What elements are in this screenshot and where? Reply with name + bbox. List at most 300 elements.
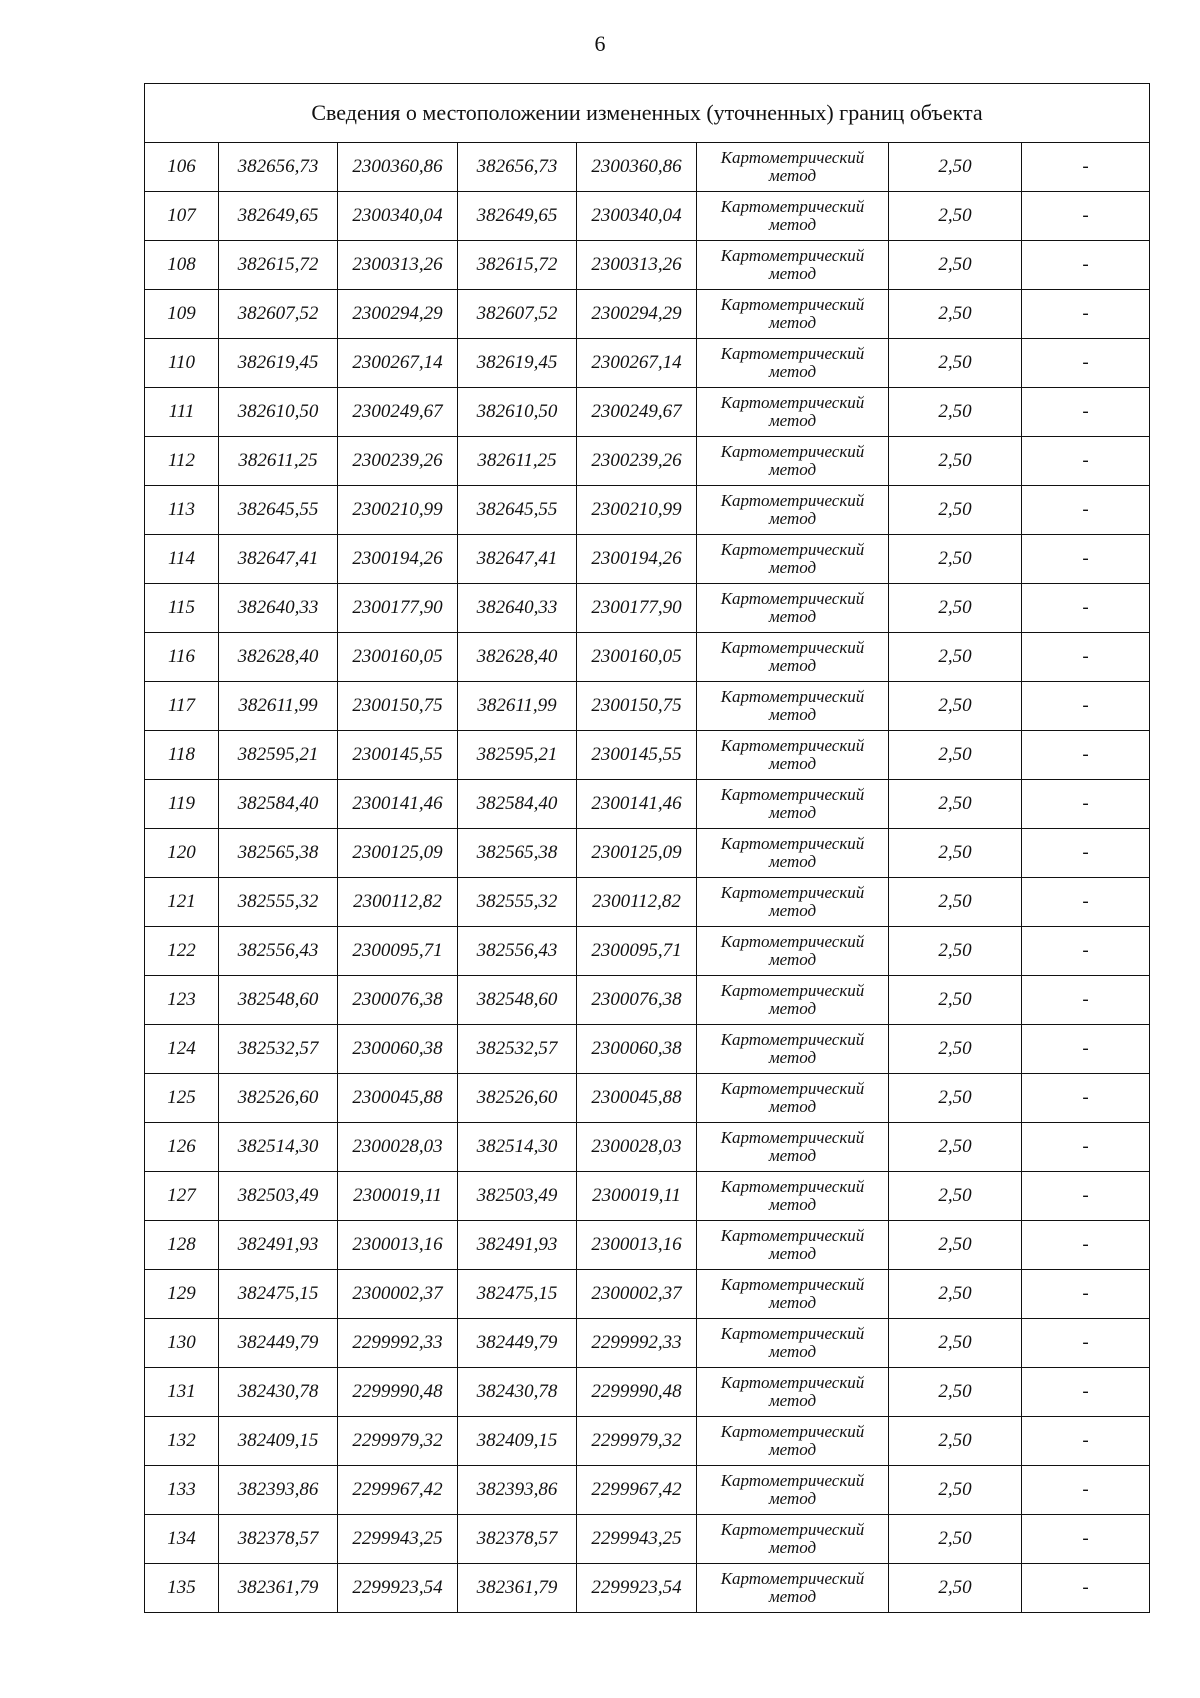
method-word-line: метод [768,1391,817,1410]
refined-y-cell: 2299923,54 [577,1564,697,1613]
method-cell [697,1368,889,1417]
accuracy-cell: 2,50 [889,731,1022,780]
table-row [145,1270,1150,1319]
refined-x-cell: 382640,33 [458,584,577,633]
point-description-cell: - [1022,1074,1150,1123]
refined-x-cell: 382555,32 [458,878,577,927]
refined-y-cell: 2300160,05 [577,633,697,682]
accuracy-cell: 2,50 [889,290,1022,339]
refined-y-cell: 2300045,88 [577,1074,697,1123]
method-word-line: метод [768,558,817,577]
point-description-cell: - [1022,780,1150,829]
existing-y-cell: 2300141,46 [338,780,458,829]
method-cell [697,780,889,829]
refined-y-cell: 2300267,14 [577,339,697,388]
method-cell [697,584,889,633]
refined-x-cell: 382449,79 [458,1319,577,1368]
existing-y-cell: 2300294,29 [338,290,458,339]
existing-y-cell: 2300145,55 [338,731,458,780]
existing-y-cell: 2299979,32 [338,1417,458,1466]
method-word-line: метод [768,362,817,381]
point-description-cell: - [1022,927,1150,976]
method-name-line: Картометрический [720,491,865,510]
existing-y-cell: 2300177,90 [338,584,458,633]
method-word-line: метод [768,1293,817,1312]
table-title-row [145,84,1150,143]
table-row [145,927,1150,976]
method-name-line: Картометрический [720,589,865,608]
table-row [145,1564,1150,1613]
method-cell [697,1319,889,1368]
method-cell [697,1466,889,1515]
refined-x-cell: 382656,73 [458,143,577,192]
existing-x-cell: 382532,57 [219,1025,338,1074]
point-description-cell: - [1022,1466,1150,1515]
accuracy-cell: 2,50 [889,829,1022,878]
existing-x-cell: 382645,55 [219,486,338,535]
method-word-line: метод [768,215,817,234]
method-cell [697,339,889,388]
existing-y-cell: 2300060,38 [338,1025,458,1074]
point-number-cell: 122 [145,927,219,976]
method-cell [697,1123,889,1172]
table-row [145,1466,1150,1515]
refined-y-cell: 2300194,26 [577,535,697,584]
method-cell [697,1564,889,1613]
accuracy-cell: 2,50 [889,1564,1022,1613]
existing-x-cell: 382526,60 [219,1074,338,1123]
refined-y-cell: 2300060,38 [577,1025,697,1074]
table-row [145,388,1150,437]
existing-x-cell: 382647,41 [219,535,338,584]
refined-y-cell: 2299990,48 [577,1368,697,1417]
refined-x-cell: 382556,43 [458,927,577,976]
method-name-line: Картометрический [720,197,865,216]
existing-x-cell: 382409,15 [219,1417,338,1466]
existing-y-cell: 2300019,11 [338,1172,458,1221]
method-cell [697,535,889,584]
existing-x-cell: 382556,43 [219,927,338,976]
existing-x-cell: 382584,40 [219,780,338,829]
point-description-cell: - [1022,1417,1150,1466]
refined-y-cell: 2300112,82 [577,878,697,927]
accuracy-cell: 2,50 [889,437,1022,486]
point-description-cell: - [1022,192,1150,241]
refined-y-cell: 2300095,71 [577,927,697,976]
point-description-cell: - [1022,1564,1150,1613]
method-word-line: метод [768,264,817,283]
method-word-line: метод [768,1048,817,1067]
point-description-cell: - [1022,584,1150,633]
accuracy-cell: 2,50 [889,1221,1022,1270]
method-cell [697,878,889,927]
method-cell [697,829,889,878]
refined-x-cell: 382584,40 [458,780,577,829]
method-name-line: Картометрический [720,1128,865,1147]
existing-x-cell: 382361,79 [219,1564,338,1613]
point-description-cell: - [1022,437,1150,486]
refined-y-cell: 2299967,42 [577,1466,697,1515]
accuracy-cell: 2,50 [889,584,1022,633]
method-name-line: Картометрический [720,736,865,755]
refined-x-cell: 382514,30 [458,1123,577,1172]
method-name-line: Картометрический [720,393,865,412]
refined-x-cell: 382645,55 [458,486,577,535]
method-cell [697,633,889,682]
existing-y-cell: 2300313,26 [338,241,458,290]
method-word-line: метод [768,852,817,871]
existing-x-cell: 382611,25 [219,437,338,486]
refined-x-cell: 382611,99 [458,682,577,731]
existing-y-cell: 2300125,09 [338,829,458,878]
method-word-line: метод [768,950,817,969]
method-name-line: Картометрический [720,932,865,951]
existing-y-cell: 2300249,67 [338,388,458,437]
table-row [145,829,1150,878]
method-name-line: Картометрический [720,883,865,902]
method-name-line: Картометрический [720,1569,865,1588]
method-word-line: метод [768,460,817,479]
refined-x-cell: 382503,49 [458,1172,577,1221]
method-name-line: Картометрический [720,295,865,314]
point-number-cell: 106 [145,143,219,192]
point-description-cell: - [1022,682,1150,731]
refined-x-cell: 382378,57 [458,1515,577,1564]
accuracy-cell: 2,50 [889,1074,1022,1123]
refined-x-cell: 382615,72 [458,241,577,290]
method-name-line: Картометрический [720,1520,865,1539]
accuracy-cell: 2,50 [889,535,1022,584]
table-row [145,633,1150,682]
method-name-line: Картометрический [720,834,865,853]
point-description-cell: - [1022,731,1150,780]
point-number-cell: 117 [145,682,219,731]
table-row [145,1025,1150,1074]
existing-x-cell: 382475,15 [219,1270,338,1319]
existing-y-cell: 2300340,04 [338,192,458,241]
refined-y-cell: 2299992,33 [577,1319,697,1368]
existing-x-cell: 382378,57 [219,1515,338,1564]
point-number-cell: 112 [145,437,219,486]
existing-x-cell: 382548,60 [219,976,338,1025]
accuracy-cell: 2,50 [889,388,1022,437]
method-name-line: Картометрический [720,540,865,559]
existing-y-cell: 2300239,26 [338,437,458,486]
existing-y-cell: 2300360,86 [338,143,458,192]
accuracy-cell: 2,50 [889,682,1022,731]
refined-y-cell: 2300076,38 [577,976,697,1025]
method-cell [697,682,889,731]
table-body [145,143,1150,1613]
method-word-line: метод [768,1146,817,1165]
point-number-cell: 116 [145,633,219,682]
point-number-cell: 119 [145,780,219,829]
table-row [145,339,1150,388]
method-cell [697,437,889,486]
method-cell [697,486,889,535]
point-number-cell: 135 [145,1564,219,1613]
method-name-line: Картометрический [720,1030,865,1049]
accuracy-cell: 2,50 [889,1270,1022,1319]
method-word-line: метод [768,999,817,1018]
method-word-line: метод [768,754,817,773]
table-row [145,486,1150,535]
method-name-line: Картометрический [720,1226,865,1245]
table-row [145,437,1150,486]
accuracy-cell: 2,50 [889,1417,1022,1466]
point-description-cell: - [1022,976,1150,1025]
table-row [145,1172,1150,1221]
existing-x-cell: 382640,33 [219,584,338,633]
method-name-line: Картометрический [720,344,865,363]
refined-x-cell: 382647,41 [458,535,577,584]
accuracy-cell: 2,50 [889,339,1022,388]
method-cell [697,192,889,241]
point-number-cell: 128 [145,1221,219,1270]
point-description-cell: - [1022,388,1150,437]
existing-x-cell: 382607,52 [219,290,338,339]
existing-y-cell: 2300076,38 [338,976,458,1025]
accuracy-cell: 2,50 [889,633,1022,682]
method-word-line: метод [768,166,817,185]
method-cell [697,1417,889,1466]
refined-x-cell: 382628,40 [458,633,577,682]
point-description-cell: - [1022,535,1150,584]
existing-y-cell: 2299943,25 [338,1515,458,1564]
refined-x-cell: 382475,15 [458,1270,577,1319]
existing-y-cell: 2300160,05 [338,633,458,682]
existing-y-cell: 2300002,37 [338,1270,458,1319]
method-word-line: метод [768,656,817,675]
point-description-cell: - [1022,1515,1150,1564]
existing-x-cell: 382656,73 [219,143,338,192]
method-name-line: Картометрический [720,1177,865,1196]
method-name-line: Картометрический [720,785,865,804]
refined-x-cell: 382610,50 [458,388,577,437]
method-name-line: Картометрический [720,1324,865,1343]
accuracy-cell: 2,50 [889,241,1022,290]
accuracy-cell: 2,50 [889,1025,1022,1074]
point-description-cell: - [1022,241,1150,290]
point-number-cell: 115 [145,584,219,633]
refined-y-cell: 2300249,67 [577,388,697,437]
refined-x-cell: 382532,57 [458,1025,577,1074]
refined-x-cell: 382361,79 [458,1564,577,1613]
point-description-cell: - [1022,339,1150,388]
table-row [145,192,1150,241]
method-word-line: метод [768,607,817,626]
accuracy-cell: 2,50 [889,927,1022,976]
refined-x-cell: 382595,21 [458,731,577,780]
method-name-line: Картометрический [720,148,865,167]
point-description-cell: - [1022,143,1150,192]
point-number-cell: 131 [145,1368,219,1417]
existing-x-cell: 382565,38 [219,829,338,878]
method-cell [697,1172,889,1221]
method-word-line: метод [768,1097,817,1116]
point-number-cell: 126 [145,1123,219,1172]
point-description-cell: - [1022,1025,1150,1074]
existing-x-cell: 382615,72 [219,241,338,290]
point-number-cell: 121 [145,878,219,927]
method-word-line: метод [768,901,817,920]
point-number-cell: 125 [145,1074,219,1123]
point-number-cell: 114 [145,535,219,584]
method-cell [697,1221,889,1270]
point-number-cell: 130 [145,1319,219,1368]
point-number-cell: 108 [145,241,219,290]
refined-y-cell: 2300013,16 [577,1221,697,1270]
existing-y-cell: 2300013,16 [338,1221,458,1270]
existing-x-cell: 382491,93 [219,1221,338,1270]
method-cell [697,1074,889,1123]
accuracy-cell: 2,50 [889,192,1022,241]
method-word-line: метод [768,1587,817,1606]
refined-x-cell: 382393,86 [458,1466,577,1515]
existing-y-cell: 2300150,75 [338,682,458,731]
method-word-line: метод [768,1244,817,1263]
table-title: Сведения о местоположении измененных (уточненных) границ объекта [145,84,1150,143]
accuracy-cell: 2,50 [889,1515,1022,1564]
method-name-line: Картометрический [720,687,865,706]
refined-y-cell: 2300028,03 [577,1123,697,1172]
accuracy-cell: 2,50 [889,1172,1022,1221]
refined-y-cell: 2300239,26 [577,437,697,486]
refined-y-cell: 2300294,29 [577,290,697,339]
point-description-cell: - [1022,1319,1150,1368]
table-row [145,1074,1150,1123]
accuracy-cell: 2,50 [889,1319,1022,1368]
refined-y-cell: 2300210,99 [577,486,697,535]
method-name-line: Картометрический [720,246,865,265]
method-cell [697,1270,889,1319]
point-description-cell: - [1022,290,1150,339]
refined-x-cell: 382607,52 [458,290,577,339]
refined-y-cell: 2299979,32 [577,1417,697,1466]
method-word-line: метод [768,1195,817,1214]
table-row [145,878,1150,927]
method-word-line: метод [768,313,817,332]
point-number-cell: 127 [145,1172,219,1221]
refined-x-cell: 382611,25 [458,437,577,486]
method-cell [697,1025,889,1074]
existing-y-cell: 2300112,82 [338,878,458,927]
table-row [145,731,1150,780]
point-number-cell: 133 [145,1466,219,1515]
point-number-cell: 124 [145,1025,219,1074]
point-number-cell: 132 [145,1417,219,1466]
table-row [145,1515,1150,1564]
point-number-cell: 109 [145,290,219,339]
existing-x-cell: 382619,45 [219,339,338,388]
point-number-cell: 134 [145,1515,219,1564]
point-number-cell: 111 [145,388,219,437]
boundary-coordinates-table [144,83,1150,1613]
point-description-cell: - [1022,486,1150,535]
method-word-line: метод [768,1440,817,1459]
refined-y-cell: 2300145,55 [577,731,697,780]
point-description-cell: - [1022,633,1150,682]
existing-x-cell: 382628,40 [219,633,338,682]
existing-x-cell: 382649,65 [219,192,338,241]
existing-x-cell: 382595,21 [219,731,338,780]
existing-y-cell: 2299967,42 [338,1466,458,1515]
refined-y-cell: 2300340,04 [577,192,697,241]
point-number-cell: 123 [145,976,219,1025]
existing-y-cell: 2300045,88 [338,1074,458,1123]
existing-y-cell: 2300210,99 [338,486,458,535]
method-word-line: метод [768,1342,817,1361]
point-description-cell: - [1022,878,1150,927]
method-name-line: Картометрический [720,1373,865,1392]
method-name-line: Картометрический [720,1422,865,1441]
table-row [145,1319,1150,1368]
method-cell [697,290,889,339]
method-name-line: Картометрический [720,1079,865,1098]
refined-y-cell: 2300150,75 [577,682,697,731]
refined-x-cell: 382491,93 [458,1221,577,1270]
refined-x-cell: 382619,45 [458,339,577,388]
existing-y-cell: 2299990,48 [338,1368,458,1417]
point-number-cell: 110 [145,339,219,388]
table-row [145,535,1150,584]
method-cell [697,388,889,437]
method-cell [697,241,889,290]
method-cell [697,1515,889,1564]
method-word-line: метод [768,509,817,528]
existing-x-cell: 382503,49 [219,1172,338,1221]
table-row [145,1221,1150,1270]
table-row [145,584,1150,633]
refined-x-cell: 382409,15 [458,1417,577,1466]
table-row [145,976,1150,1025]
method-name-line: Картометрический [720,442,865,461]
method-name-line: Картометрический [720,638,865,657]
existing-y-cell: 2299992,33 [338,1319,458,1368]
accuracy-cell: 2,50 [889,1123,1022,1172]
page-number: 6 [594,31,606,56]
point-number-cell: 120 [145,829,219,878]
method-cell [697,731,889,780]
point-description-cell: - [1022,1221,1150,1270]
point-description-cell: - [1022,829,1150,878]
point-number-cell: 107 [145,192,219,241]
existing-x-cell: 382555,32 [219,878,338,927]
table-row [145,241,1150,290]
table-row [145,1368,1150,1417]
accuracy-cell: 2,50 [889,1466,1022,1515]
refined-y-cell: 2300141,46 [577,780,697,829]
existing-y-cell: 2299923,54 [338,1564,458,1613]
refined-y-cell: 2300177,90 [577,584,697,633]
method-cell [697,927,889,976]
existing-y-cell: 2300028,03 [338,1123,458,1172]
existing-y-cell: 2300095,71 [338,927,458,976]
refined-y-cell: 2300360,86 [577,143,697,192]
existing-y-cell: 2300267,14 [338,339,458,388]
table-row [145,682,1150,731]
accuracy-cell: 2,50 [889,1368,1022,1417]
accuracy-cell: 2,50 [889,976,1022,1025]
table-row [145,780,1150,829]
existing-y-cell: 2300194,26 [338,535,458,584]
existing-x-cell: 382514,30 [219,1123,338,1172]
method-word-line: метод [768,411,817,430]
refined-x-cell: 382430,78 [458,1368,577,1417]
method-name-line: Картометрический [720,1275,865,1294]
accuracy-cell: 2,50 [889,878,1022,927]
method-name-line: Картометрический [720,981,865,1000]
